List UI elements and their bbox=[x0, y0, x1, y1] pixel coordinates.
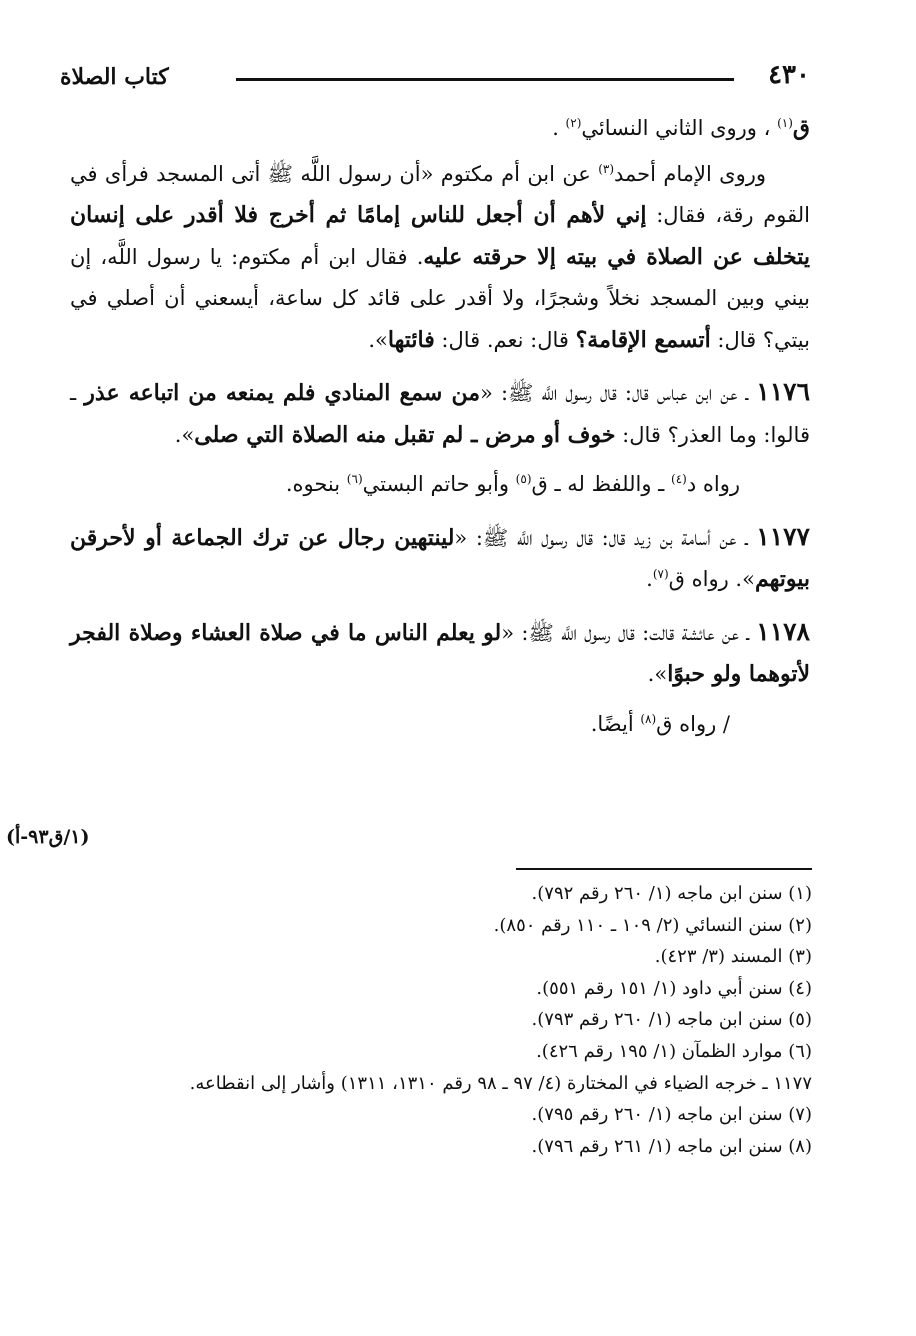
footnote-ref: (١) bbox=[777, 116, 793, 130]
footnote-item: (٦) موارد الظمآن (١/ ١٩٥ رقم ٤٢٦). bbox=[536, 1040, 812, 1062]
text-span: ـ عن ابن عباس قال: قال رسول اللَّه ﷺ: « bbox=[480, 381, 757, 405]
footnote-ref: (٤) bbox=[671, 472, 687, 486]
text-span: ». bbox=[368, 327, 388, 352]
text-span: وأبو حاتم البستي bbox=[362, 472, 516, 496]
footnote-item: ١١٧٧ ـ خرجه الضياء في المختارة (٤/ ٩٧ ـ ٩٨ رقم ١٣١٠، ١٣١١) وأشار إلى انقطاعه. bbox=[189, 1072, 812, 1094]
text-span: وروى الإمام أحمد bbox=[614, 161, 766, 186]
manuscript-margin-note: (١/ق٩٣-أ) bbox=[6, 826, 90, 848]
text-span: ، وروى الثاني النسائي bbox=[581, 116, 778, 140]
text-span: رواه د bbox=[686, 472, 740, 496]
footnote-item: (٧) سنن ابن ماجه (١/ ٢٦٠ رقم ٧٩٥). bbox=[531, 1104, 812, 1126]
footnote-ref: (٥) bbox=[515, 472, 532, 486]
footnote-separator bbox=[516, 868, 812, 870]
text-span: . bbox=[646, 567, 653, 591]
text-span: ـ قالوا: وما العذر؟ قال: bbox=[70, 381, 810, 447]
hadith-quote: لينتهين رجال عن ترك الجماعة أو لأحرقن بيوتهم bbox=[70, 524, 810, 592]
hadith-quote: خوف أو مرض ـ لم تقبل منه الصلاة التي صلى bbox=[194, 421, 616, 448]
text-span: / رواه ق bbox=[656, 711, 730, 736]
footnote-ref: (٧) bbox=[652, 567, 669, 581]
footnotes bbox=[90, 878, 812, 1162]
text-span: عن ابن أم مكتوم «أن رسول اللَّه ﷺ أتى المسجد فرأى في القوم رقة، فقال: bbox=[70, 161, 810, 227]
paragraph-ahmad bbox=[70, 154, 810, 362]
hadith-quote: إني لأهم أن أجعل للناس إمامًا ثم أخرج فلا أقدر على إنسان يتخلف عن الصلاة في بيته إلا حرقته عليه bbox=[70, 202, 810, 270]
text-span: أيضًا. bbox=[590, 711, 641, 736]
footnote-ref: (٣) bbox=[598, 161, 615, 176]
text-span: ـ عن أسامة بن زيد قال: قال رسول اللَّه ﷺ: « bbox=[454, 525, 757, 550]
footnote-item: (٨) سنن ابن ماجه (١/ ٢٦١ رقم ٧٩٦). bbox=[531, 1135, 812, 1157]
hadith-quote: فائتها bbox=[387, 326, 435, 353]
page-number: ٤٣٠ bbox=[768, 60, 810, 90]
source-letter: ق bbox=[792, 115, 810, 141]
footnote-item: (٣) المسند (٣/ ٤٢٣). bbox=[654, 946, 812, 968]
narration-1178 bbox=[70, 704, 810, 746]
hadith-1177 bbox=[70, 516, 810, 601]
book-title: كتاب الصلاة bbox=[60, 64, 169, 90]
text-span: ـ واللفظ له ـ ق bbox=[531, 472, 672, 496]
footnote-ref: (٢) bbox=[565, 116, 582, 130]
text-span: قال: نعم. قال: bbox=[434, 327, 576, 352]
hadith-number: ١١٧٦ bbox=[756, 377, 811, 406]
footnote-ref: (٦) bbox=[346, 472, 363, 486]
narration-1176 bbox=[70, 464, 810, 506]
footnote-ref: (٨) bbox=[640, 711, 657, 726]
text-span: . bbox=[552, 116, 566, 140]
hadith-quote: لو يعلم الناس ما في صلاة العشاء وصلاة الفجر لأتوهما ولو حبوًا bbox=[70, 619, 810, 687]
text-span: ». bbox=[647, 662, 668, 686]
footnote-item: (٤) سنن أبي داود (١/ ١٥١ رقم ٥٥١). bbox=[536, 977, 812, 999]
hadith-quote: أتسمع الإقامة؟ bbox=[575, 326, 711, 353]
text-span: ». رواه ق bbox=[668, 567, 755, 591]
hadith-number: ١١٧٧ bbox=[756, 521, 810, 551]
hadith-quote: من سمع المنادي فلم يمنعه من اتباعه عذر bbox=[84, 380, 480, 406]
hadith-number: ١١٧٨ bbox=[756, 616, 810, 646]
text-span: بنحوه. bbox=[285, 472, 347, 496]
hadith-1178 bbox=[70, 611, 810, 696]
footnote-item: (٥) سنن ابن ماجه (١/ ٢٦٠ رقم ٧٩٣). bbox=[531, 1009, 812, 1031]
page-header bbox=[60, 60, 810, 96]
header-rule bbox=[236, 78, 734, 81]
text-span: ـ عن عائشة قالت: قال رسول اللَّه ﷺ: « bbox=[501, 620, 757, 645]
main-text bbox=[70, 108, 810, 745]
footnote-item: (٢) سنن النسائي (٢/ ١٠٩ ـ ١١٠ رقم ٨٥٠). bbox=[493, 914, 812, 936]
text-span: ». bbox=[174, 422, 195, 447]
paragraph-continuation bbox=[70, 108, 810, 150]
footnote-item: (١) سنن ابن ماجه (١/ ٢٦٠ رقم ٧٩٢). bbox=[531, 883, 812, 904]
hadith-1176 bbox=[70, 371, 810, 456]
text-span: . فقال ابن أم مكتوم: يا رسول اللَّه، إن بيني وبين المسجد نخلاً وشجرًا، ولا أقدر على قائد كل ساعة، أيسعني أن أصلي في بيتي؟ قال: bbox=[70, 244, 810, 352]
